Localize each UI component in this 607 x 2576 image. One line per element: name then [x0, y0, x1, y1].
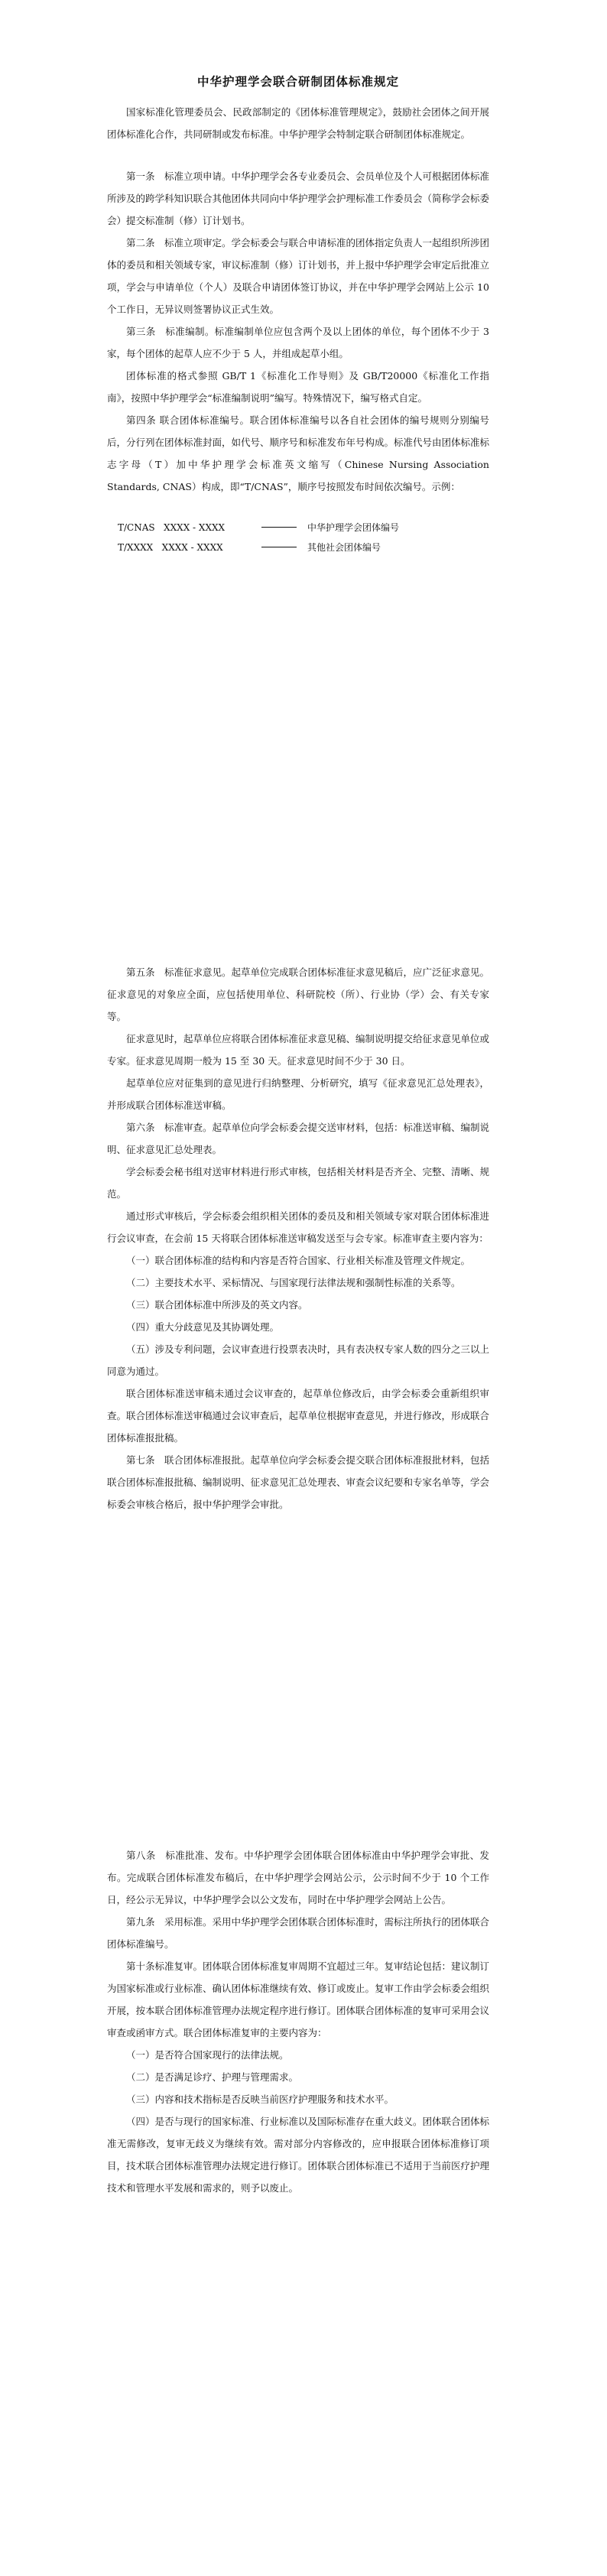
list-item: （四）重大分歧意见及其协调处理。 — [126, 1321, 280, 1333]
example-description: 中华护理学会团体编号 — [307, 522, 400, 533]
article-1: 第一条 标准立项申请。中华护理学会各专业委员会、会员单位及个人可根据团体标准所涉及的跨学科知识联合其他团体共同向中华护理学会护理标准工作委员会（简称学会标委会）提交标准制（修）订计划书。 — [107, 171, 490, 226]
list-item: （三）联合团体标准中所涉及的英文内容。 — [126, 1299, 308, 1311]
list-item: （二）主要技术水平、采标情况、与国家现行法律法规和强制性标准的关系等。 — [126, 1277, 461, 1288]
paragraph: 联合团体标准送审稿未通过会议审查的，起草单位修改后，由学会标委会重新组织审查。联合团体标准送审稿通过会议审查后，起草单位根据审查意见，并进行修改，形成联合团体标准报批稿。 — [107, 1388, 490, 1444]
example-code: T/CNAS XXXX - XXXX — [118, 522, 226, 533]
article-10: 第十条标准复审。团体联合团体标准复审周期不宜超过三年。复审结论包括：建议制订为国家标准或行业标准、确认团体标准继续有效、修订或废止。复审工作由学会标委会组织开展，按本联合团体标准管理办法规定程序进行修订。团体联合团体标准的复审可采用会议审查或函审方式。联合团体标准复审的主要内容为： — [107, 1960, 490, 2038]
article-8: 第八条 标准批准、发布。中华护理学会团体联合团体标准由中华护理学会审批、发布。完成联合团体标准发布稿后，在中华护理学会网站公示，公示时间不少于 10 个工作日，经公示无异议，中华护理学会以公文发布，同时在中华护理学会网站上公告。 — [107, 1850, 489, 1905]
example-row — [107, 538, 489, 557]
intro-paragraph: 国家标准化管理委员会、民政部制定的《团体标准管理规定》，鼓励社会团体之间开展团体标准化合作，共同研制或发布标准。中华护理学会特制定联合研制团体标准规定。 — [107, 106, 489, 140]
connector-line — [261, 527, 297, 528]
document-title: 中华护理学会联合研制团体标准规定 — [196, 74, 399, 89]
example-description: 其他社会团体编号 — [307, 542, 381, 553]
list-item: （五）涉及专利问题，会议审查进行投票表决时，具有表决权专家人数的四分之三以上同意为通过。 — [107, 1343, 490, 1377]
article-6: 第六条 标准审查。起草单位向学会标委会提交送审材料，包括：标准送审稿、编制说明、征求意见汇总处理表。 — [107, 1122, 490, 1155]
article-3-format: 团体标准的格式参照 GB/T 1《标准化工作导则》及 GB/T20000《标准化工作指南》，按照中华护理学会“标准编制说明”编写。特殊情况下，编写格式自定。 — [107, 370, 489, 404]
article-4: 第四条 联合团体标准编号。联合团体标准编号以各自社会团体的编号规则分别编号后，分行列在团体标准封面，如代号、顺序号和标准发布年号构成。标准代号由团体标准标志字母（T）加中华护理学会标准英文缩写（Chinese Nursing Association Standards, CNAS）构成，即“T/CNAS”，顺序号按照发布时间依次编号。示例： — [107, 414, 490, 492]
paragraph: 征求意见时，起草单位应将联合团体标准征求意见稿、编制说明提交给征求意见单位或专家。征求意见周期一般为 15 至 30 天。征求意见时间不少于 30 日。 — [107, 1033, 490, 1067]
example-code: T/XXXX XXXX - XXXX — [118, 542, 223, 553]
article-7: 第七条 联合团体标准报批。起草单位向学会标委会提交联合团体标准报批材料，包括联合团体标准报批稿、编制说明、征求意见汇总处理表、审查会议纪要和专家名单等，学会标委会审核合格后，报中华护理学会审批。 — [107, 1454, 490, 1510]
article-5: 第五条 标准征求意见。起草单位完成联合团体标准征求意见稿后，应广泛征求意见。征求意见的对象应全面，应包括使用单位、科研院校（所）、行业协（学）会、有关专家等。 — [107, 966, 490, 1022]
paragraph: 通过形式审核后，学会标委会组织相关团体的委员及和相关领域专家对联合团体标准进行会议审查，在会前 15 天将联合团体标准送审稿发送至与会专家。标准审查主要内容为： — [107, 1210, 490, 1244]
list-item: （二）是否满足诊疗、护理与管理需求。 — [126, 2071, 299, 2083]
list-item: （一）联合团体标准的结构和内容是否符合国家、行业相关标准及管理文件规定。 — [126, 1255, 471, 1266]
article-3: 第三条 标准编制。标准编制单位应包含两个及以上团体的单位，每个团体不少于 3 家，每个团体的起草人应不少于 5 人，并组成起草小组。 — [107, 326, 489, 359]
article-2: 第二条 标准立项审定。学会标委会与联合申请标准的团体指定负责人一起组织所涉团体的委员和相关领域专家，审议标准制（修）订计划书，并上报中华护理学会审定后批准立项，学会与申请单位（个人）及联合申请团体签订协议，并在中华护理学会网站上公示 10 个工作日，无异议则签署协议正式生效。 — [107, 237, 490, 315]
list-item: （一）是否符合国家现行的法律法规。 — [126, 2049, 289, 2061]
list-item: （三）内容和技术指标是否反映当前医疗护理服务和技术水平。 — [126, 2094, 394, 2105]
paragraph: 学会标委会秘书组对送审材料进行形式审核，包括相关材料是否齐全、完整、清晰、规范。 — [107, 1166, 490, 1200]
article-9: 第九条 采用标准。采用中华护理学会团体联合团体标准时，需标注所执行的团体联合团体标准编号。 — [107, 1916, 490, 1950]
page-three-text — [107, 1844, 489, 2199]
example-row — [107, 518, 489, 538]
paragraph: 起草单位应对征集到的意见进行归纳整理、分析研究，填写《征求意见汇总处理表》，并形成联合团体标准送审稿。 — [107, 1077, 489, 1111]
list-item: （四）是否与现行的国家标准、行业标准以及国际标准存在重大歧义。团体联合团体标准无需修改，复审无歧义为继续有效。需对部分内容修改的，应申报联合团体标准修订项目，技术联合团体标准管理办法规定进行修订。团体联合团体标准已不适用于当前医疗护理技术和管理水平发展和需求的，则予以废止。 — [107, 2116, 490, 2194]
page-two-text — [107, 961, 489, 1515]
page-one-text — [107, 73, 489, 557]
